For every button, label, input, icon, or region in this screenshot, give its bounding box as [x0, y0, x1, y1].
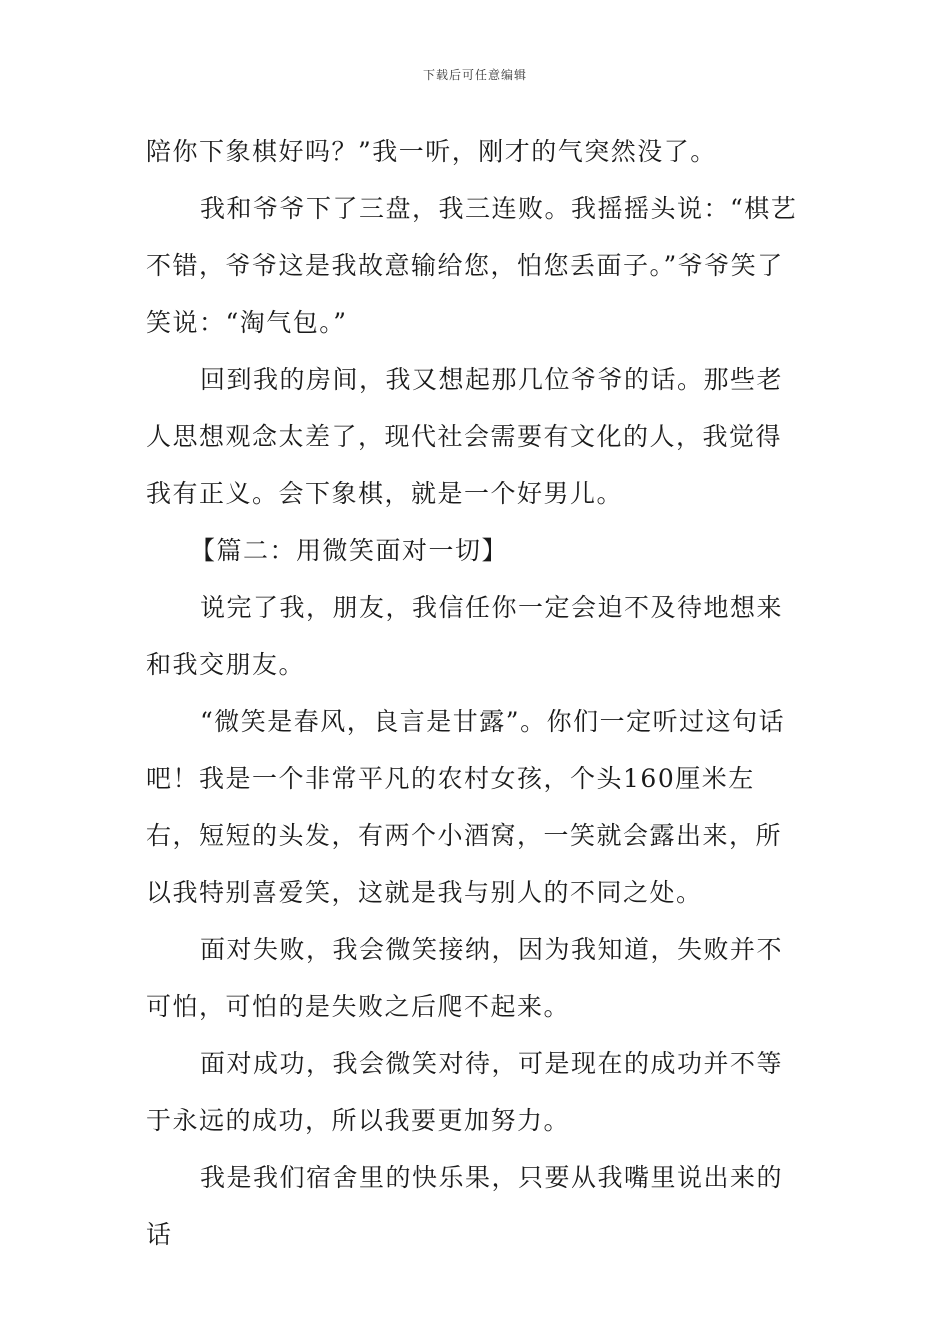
paragraph: 我是我们宿舍里的快乐果，只要从我嘴里说出来的话 — [146, 1163, 784, 1249]
paragraph: “微笑是春风，良言是甘露”。你们一定听过这句话吧！我是一个非常平凡的农村女孩，个头160厘米左右，短短的头发，有两个小酒窝，一笑就会露出来，所以我特别喜爱笑，这就是我与别人的不同之处。 — [146, 707, 786, 907]
paragraph: 面对失败，我会微笑接纳，因为我知道，失败并不可怕，可怕的是失败之后爬不起来。 — [146, 935, 784, 1021]
paragraph: 陪你下象棋好吗？”我一听，刚才的气突然没了。 — [146, 137, 717, 166]
document-body — [146, 123, 806, 1263]
section-heading: 【篇二：用微笑面对一切】 — [190, 536, 509, 565]
page-header: 下载后可任意编辑 — [422, 68, 527, 82]
paragraph: 回到我的房间，我又想起那几位爷爷的话。那些老人思想观念太差了，现代社会需要有文化的人，我觉得我有正义。会下象棋，就是一个好男儿。 — [146, 365, 784, 508]
paragraph: 面对成功，我会微笑对待，可是现在的成功并不等于永远的成功，所以我要更加努力。 — [146, 1049, 784, 1135]
paragraph: 我和爷爷下了三盘，我三连败。我摇摇头说：“棋艺不错，爷爷这是我故意输给您，怕您丢面子。”爷爷笑了笑说：“淘气包。” — [146, 194, 798, 337]
paragraph: 说完了我，朋友，我信任你一定会迫不及待地想来和我交朋友。 — [146, 593, 784, 679]
